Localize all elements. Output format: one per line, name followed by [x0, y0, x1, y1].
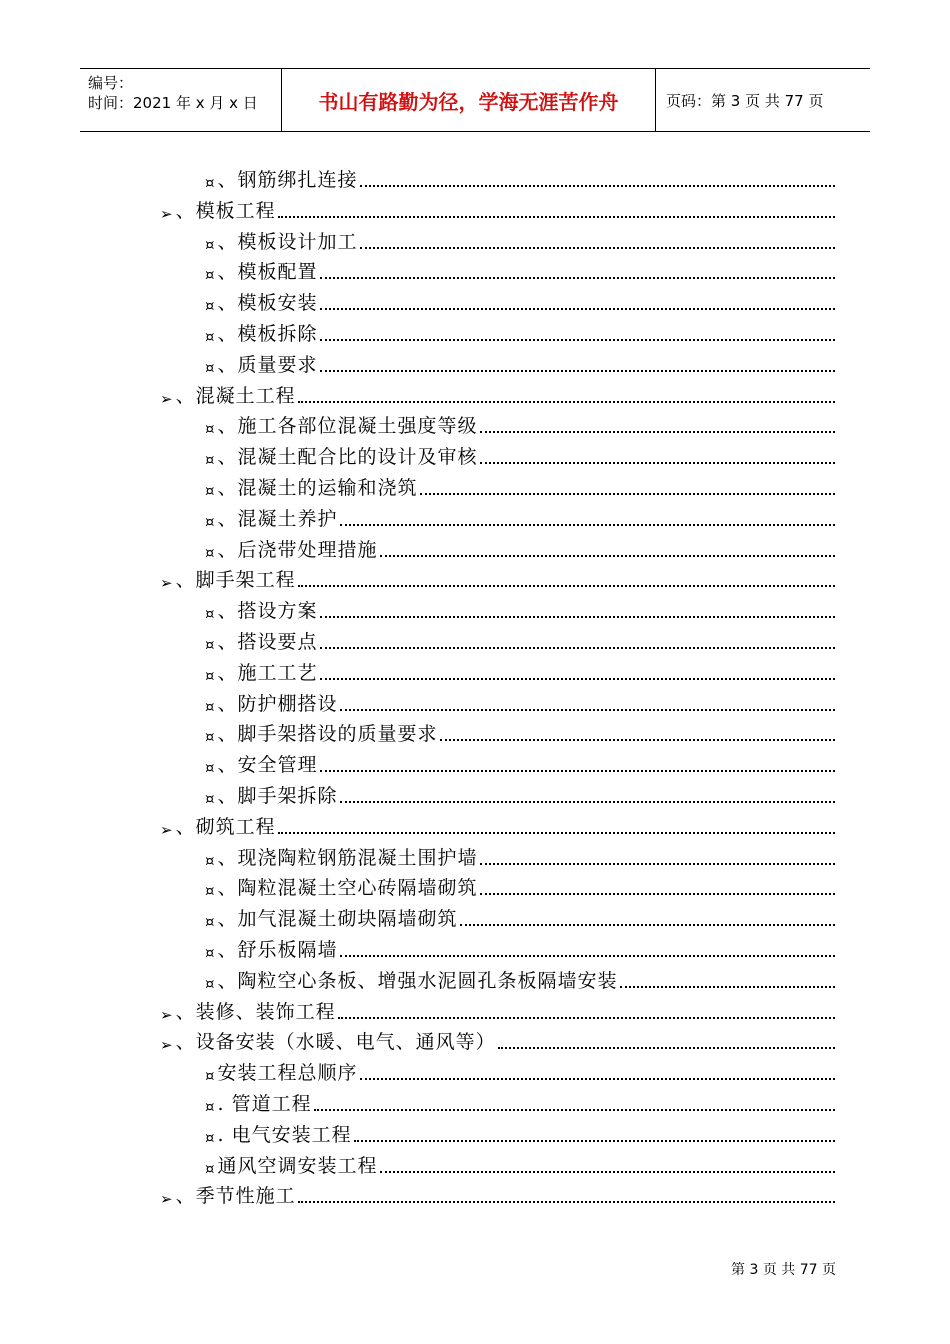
currency-bullet-icon: ¤ — [205, 636, 216, 654]
toc-entry-label: . 电气安装工程 — [217, 1123, 352, 1146]
toc-subsection[interactable] — [205, 505, 835, 531]
arrow-bullet-icon: ➢ — [160, 389, 174, 408]
toc-entry-label: 、现浇陶粒钢筋混凝土围护墙 — [217, 846, 478, 869]
dot-leader — [360, 185, 835, 187]
dot-leader — [460, 924, 835, 926]
toc-entry-label: 安装工程总顺序 — [217, 1062, 358, 1085]
currency-bullet-icon: ¤ — [205, 328, 216, 346]
currency-bullet-icon: ¤ — [205, 790, 216, 808]
toc-entry-label: . 管道工程 — [217, 1093, 312, 1115]
currency-bullet-icon: ¤ — [205, 420, 216, 439]
toc-entry-label: 、设备安装（水暖、电气、通风等） — [175, 1031, 496, 1054]
toc-entry-label: 、舒乐板隔墙 — [217, 939, 338, 961]
toc-subsection[interactable] — [205, 443, 835, 469]
toc-subsection[interactable] — [205, 412, 835, 438]
currency-bullet-icon: ¤ — [205, 882, 216, 901]
dot-leader — [380, 555, 835, 557]
toc-subsection[interactable] — [205, 228, 835, 254]
toc-entry-label: 、模板工程 — [175, 199, 276, 222]
arrow-bullet-icon: ➢ — [160, 1190, 174, 1209]
toc-entry-label: 、季节性施工 — [175, 1185, 296, 1208]
toc-entry-label: 、施工各部位混凝土强度等级 — [217, 415, 478, 438]
toc-entry-label: 、加气混凝土砌块隔墙砌筑 — [217, 908, 458, 931]
toc-entry-label: 、模板拆除 — [217, 323, 318, 345]
currency-bullet-icon: ¤ — [205, 728, 216, 747]
toc-entry-label: 、质量要求 — [217, 353, 318, 376]
currency-bullet-icon: ¤ — [205, 297, 216, 316]
currency-bullet-icon: ¤ — [205, 913, 216, 932]
dot-leader — [320, 770, 835, 772]
toc-entry-label: 、脚手架拆除 — [217, 785, 338, 807]
toc-entry-label: 、模板安装 — [217, 292, 318, 315]
dot-leader — [320, 678, 835, 680]
toc-subsection[interactable] — [205, 690, 835, 716]
toc-subsection[interactable] — [205, 936, 835, 962]
toc-subsection[interactable] — [205, 782, 835, 808]
toc-subsection[interactable] — [205, 659, 835, 685]
toc-entry-label: 、模板设计加工 — [217, 230, 358, 253]
toc-section[interactable] — [160, 1028, 835, 1054]
toc-subsection[interactable] — [205, 1090, 835, 1116]
dot-leader — [498, 1047, 835, 1049]
time-label: 时间：2021 年 x 月 x 日 — [88, 94, 258, 112]
header-page-cell — [656, 69, 870, 131]
currency-bullet-icon: ¤ — [205, 174, 216, 192]
dot-leader — [480, 863, 835, 865]
dot-leader — [320, 616, 835, 618]
toc-entry-label: 、模板配置 — [217, 261, 318, 284]
currency-bullet-icon: ¤ — [205, 1159, 216, 1178]
currency-bullet-icon: ¤ — [205, 235, 216, 254]
currency-bullet-icon: ¤ — [205, 266, 216, 285]
dot-leader — [298, 585, 835, 587]
dot-leader — [278, 832, 835, 834]
toc-subsection[interactable] — [205, 1059, 835, 1085]
currency-bullet-icon: ¤ — [205, 543, 216, 562]
toc-entry-label: 、后浇带处理措施 — [217, 538, 378, 561]
toc-section[interactable] — [160, 1182, 835, 1208]
arrow-bullet-icon: ➢ — [160, 574, 174, 593]
arrow-bullet-icon: ➢ — [160, 204, 174, 223]
page-header — [80, 68, 870, 132]
toc-subsection[interactable] — [205, 597, 835, 623]
toc-entry-label: 、混凝土养护 — [217, 507, 338, 530]
number-label: 编号： — [88, 74, 134, 92]
toc-entry-label: 、装修、装饰工程 — [175, 1000, 336, 1023]
dot-leader — [440, 739, 835, 741]
toc-subsection[interactable] — [205, 874, 835, 900]
currency-bullet-icon: ¤ — [205, 1128, 216, 1147]
header-motto-cell — [282, 69, 656, 131]
toc-entry-label: 、搭设方案 — [217, 600, 318, 623]
dot-leader — [354, 1140, 835, 1142]
dot-leader — [360, 1078, 835, 1080]
currency-bullet-icon: ¤ — [205, 974, 216, 993]
dot-leader — [320, 308, 835, 310]
currency-bullet-icon: ¤ — [205, 1067, 216, 1086]
toc-subsection[interactable] — [205, 628, 835, 654]
dot-leader — [320, 370, 835, 372]
toc-subsection[interactable] — [205, 905, 835, 931]
toc-entry-label: 、防护棚搭设 — [217, 692, 338, 715]
toc-entry-label: 、混凝土的运输和浇筑 — [217, 477, 418, 499]
toc-subsection[interactable] — [205, 474, 835, 500]
toc-entry-label: 、安全管理 — [217, 754, 318, 777]
currency-bullet-icon: ¤ — [205, 697, 216, 716]
dot-leader — [278, 216, 835, 218]
dot-leader — [480, 893, 835, 895]
dot-leader — [340, 955, 835, 957]
currency-bullet-icon: ¤ — [205, 605, 216, 624]
dot-leader — [320, 647, 835, 649]
toc-entry-label: 、陶粒空心条板、增强水泥圆孔条板隔墙安装 — [217, 969, 618, 992]
toc-subsection[interactable] — [205, 258, 835, 284]
motto-text: 书山有路勤为径，学海无涯苦作舟 — [318, 89, 619, 114]
toc-section[interactable] — [160, 197, 835, 223]
dot-leader — [298, 401, 835, 403]
dot-leader — [420, 493, 835, 495]
currency-bullet-icon: ¤ — [205, 358, 216, 377]
header-page-label: 页码：第 3 页 共 77 页 — [666, 91, 824, 110]
page-footer: 第 3 页 共 77 页 — [731, 1262, 836, 1278]
toc-subsection[interactable] — [205, 320, 835, 346]
toc-entry-label: 、钢筋绑扎连接 — [217, 169, 358, 191]
toc-entry-label: 、砌筑工程 — [175, 815, 276, 838]
toc-entry-label: 、施工工艺 — [217, 661, 318, 684]
toc-subsection[interactable] — [205, 166, 835, 192]
toc-entry-label: 、陶粒混凝土空心砖隔墙砌筑 — [217, 877, 478, 900]
dot-leader — [298, 1201, 835, 1203]
dot-leader — [480, 431, 835, 433]
toc-section[interactable] — [160, 813, 835, 839]
dot-leader — [340, 801, 835, 803]
toc-subsection[interactable] — [205, 351, 835, 377]
toc-section[interactable] — [160, 566, 835, 592]
toc-section[interactable] — [160, 382, 835, 408]
dot-leader — [340, 709, 835, 711]
toc-subsection[interactable] — [205, 844, 835, 870]
currency-bullet-icon: ¤ — [205, 512, 216, 531]
header-info — [80, 69, 282, 131]
toc-section[interactable] — [160, 998, 835, 1024]
dot-leader — [320, 277, 835, 279]
toc-entry-label: 通风空调安装工程 — [217, 1154, 378, 1177]
toc-subsection[interactable] — [205, 536, 835, 562]
arrow-bullet-icon: ➢ — [160, 1005, 174, 1024]
toc-subsection[interactable] — [205, 967, 835, 993]
toc-subsection[interactable] — [205, 751, 835, 777]
dot-leader — [320, 339, 835, 341]
toc-subsection[interactable] — [205, 720, 835, 746]
toc-entry-label: 、混凝土配合比的设计及审核 — [217, 446, 478, 469]
dot-leader — [314, 1109, 835, 1111]
currency-bullet-icon: ¤ — [205, 1098, 216, 1116]
currency-bullet-icon: ¤ — [205, 666, 216, 685]
dot-leader — [338, 1017, 835, 1019]
toc-entry-label: 、脚手架工程 — [175, 569, 296, 592]
dot-leader — [340, 524, 835, 526]
currency-bullet-icon: ¤ — [205, 482, 216, 500]
toc-subsection[interactable] — [205, 289, 835, 315]
toc-subsection[interactable] — [205, 1121, 835, 1147]
dot-leader — [480, 462, 835, 464]
toc-subsection[interactable] — [205, 1152, 835, 1178]
dot-leader — [380, 1171, 835, 1173]
dot-leader — [360, 247, 835, 249]
dot-leader — [620, 986, 835, 988]
toc-entry-label: 、搭设要点 — [217, 631, 318, 653]
toc-entry-label: 、脚手架搭设的质量要求 — [217, 723, 438, 746]
currency-bullet-icon: ¤ — [205, 451, 216, 470]
currency-bullet-icon: ¤ — [205, 759, 216, 778]
currency-bullet-icon: ¤ — [205, 944, 216, 962]
arrow-bullet-icon: ➢ — [160, 820, 174, 839]
toc-entry-label: 、混凝土工程 — [175, 384, 296, 407]
arrow-bullet-icon: ➢ — [160, 1036, 174, 1055]
currency-bullet-icon: ¤ — [205, 851, 216, 870]
